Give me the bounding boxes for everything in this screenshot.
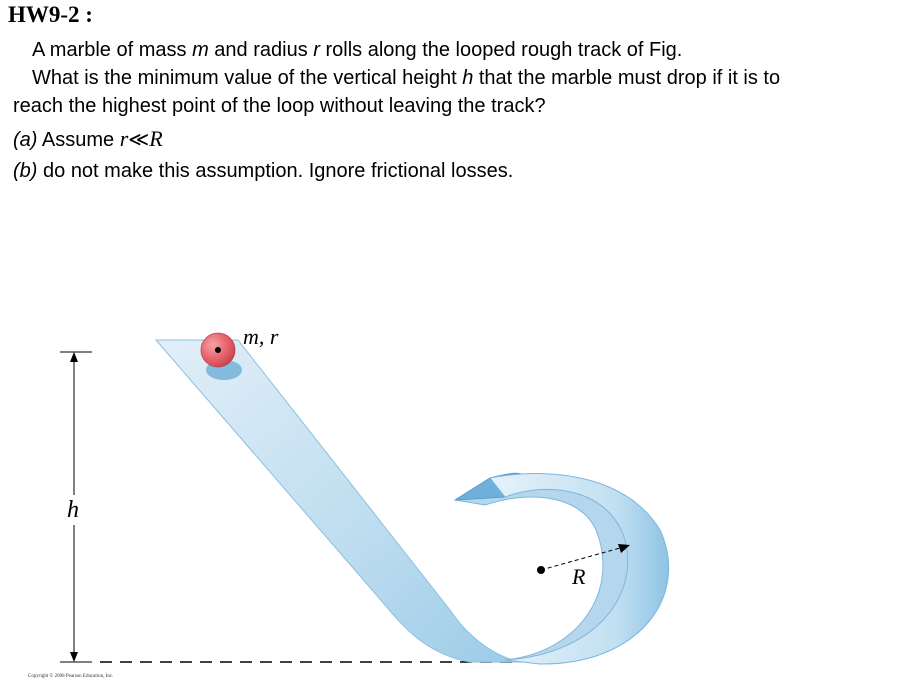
much-less-than-symbol: ≪	[128, 127, 150, 151]
copyright-note: Copyright © 2008 Pearson Education, Inc.	[28, 674, 114, 679]
math-r: r	[119, 126, 129, 151]
looped-track-figure	[0, 300, 920, 695]
problem-title: HW9-2 :	[8, 2, 93, 27]
question-line-3: reach the highest point of the loop without leaving the track?	[13, 95, 546, 117]
question-line-1: A marble of mass m and radius r rolls along the looped rough track of Fig.	[32, 39, 683, 61]
mass-radius-label: m, r	[243, 324, 279, 349]
part-a: (a) Assume r≪R	[13, 126, 163, 151]
height-label: h	[67, 497, 79, 523]
var-r: r	[313, 39, 320, 61]
math-R: R	[149, 126, 163, 151]
part-a-label: (a)	[13, 129, 38, 151]
question-line-2: What is the minimum value of the vertical height h that the marble must drop if it is to	[32, 67, 781, 89]
var-m: m	[192, 39, 209, 61]
radius-label: R	[572, 564, 586, 589]
part-b-label: (b)	[13, 160, 38, 182]
var-h: h	[462, 67, 474, 89]
part-b: (b) do not make this assumption. Ignore frictional losses.	[13, 160, 514, 182]
height-dimension	[60, 352, 92, 662]
